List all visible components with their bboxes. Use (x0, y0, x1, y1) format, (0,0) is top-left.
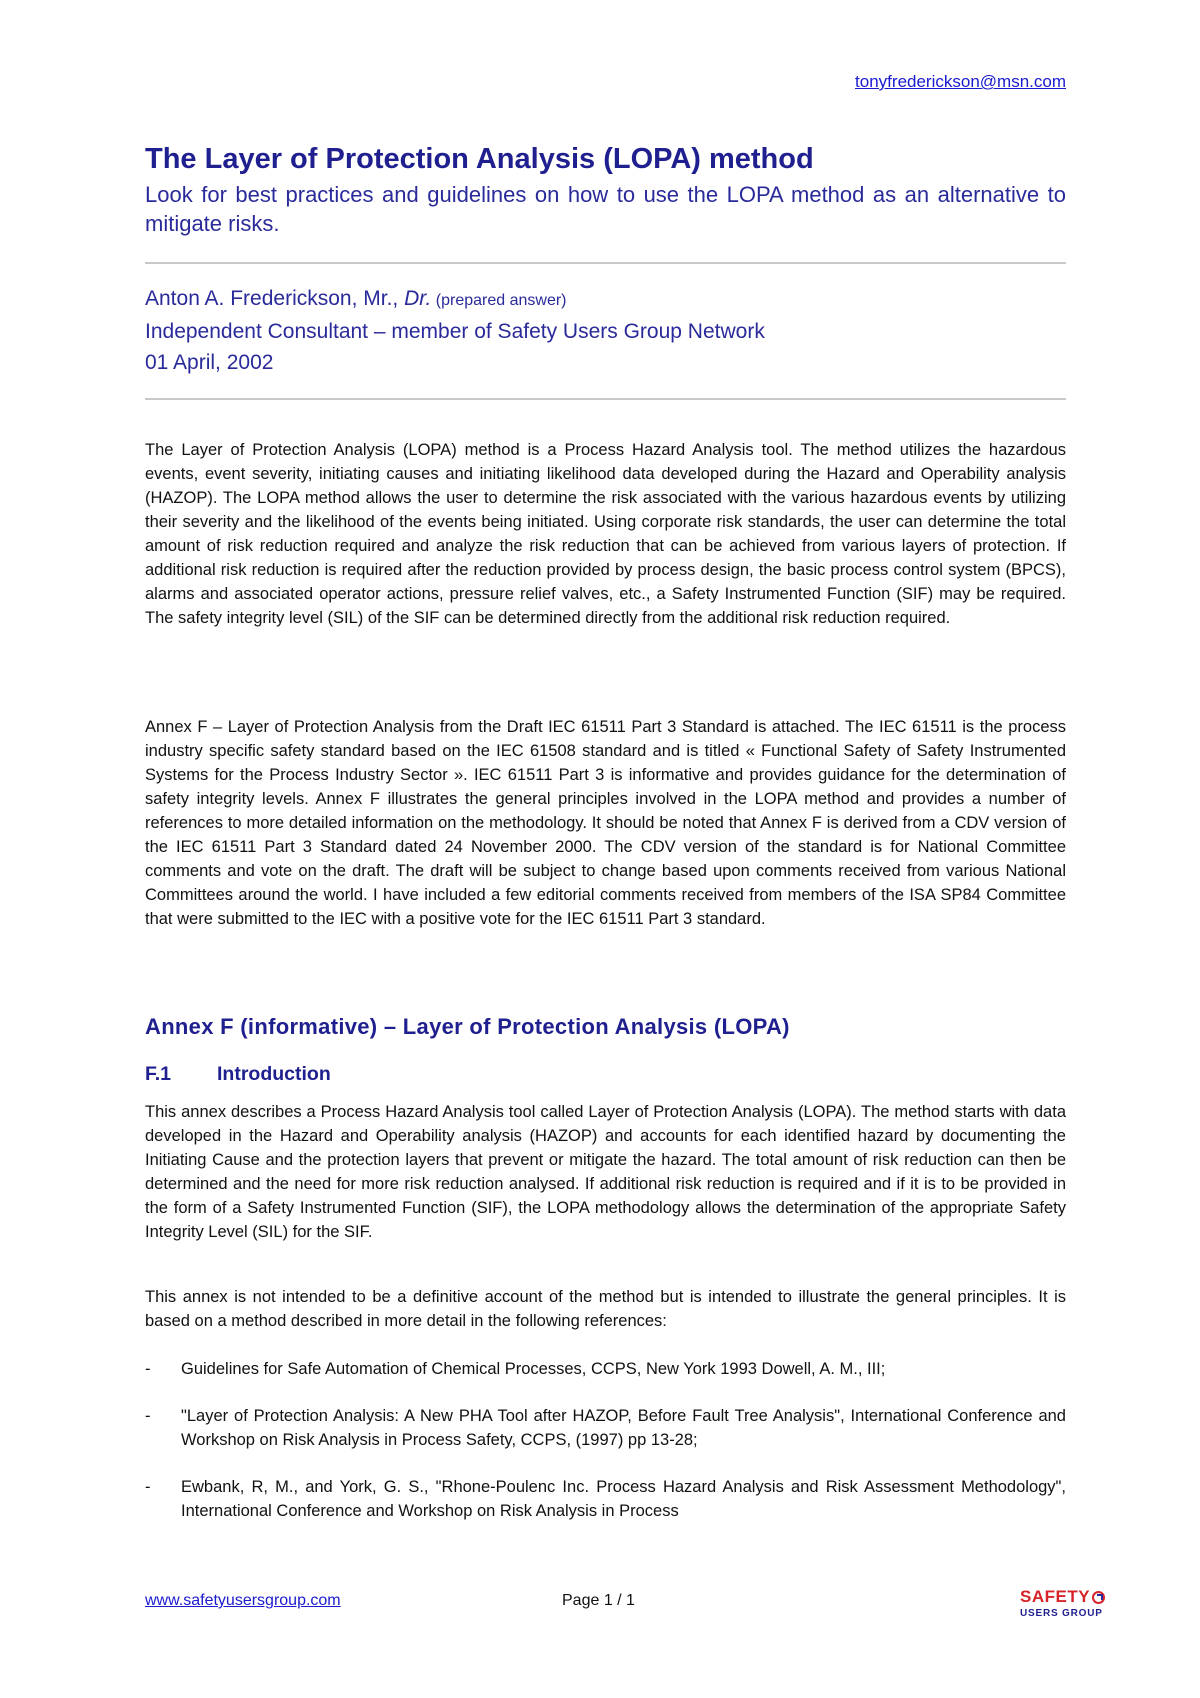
document-subtitle: Look for best practices and guidelines on how to use the LOPA method as an alternative to mitigate risks. (145, 182, 1066, 236)
logo-text-bottom: USERS GROUP (1020, 1608, 1103, 1619)
list-item (145, 1404, 1066, 1452)
reference-text: "Layer of Protection Analysis: A New PHA Tool after HAZOP, Before Fault Tree Analysis", International Conference and Workshop on Risk Analysis in Process Safety, CCPS, (1997) pp 13-28; (181, 1407, 1066, 1449)
intro-paragraph-1: The Layer of Protection Analysis (LOPA) method is a Process Hazard Analysis tool. The method utilizes the hazardous events, event severity, initiating causes and initiating likelihood data developed during the Hazard and Operability analysis (HAZOP). The LOPA method allows the user to determine the risk associated with the various hazardous events by utilizing their severity and the likelihood of the events being initiated. Using corporate risk standards, the user can determine the total amount of risk reduction required and analyze the risk reduction that can be achieved from various layers of protection. If additional risk reduction is required after the reduction provided by process design, the basic process control system (BPCS), alarms and associated operator actions, pressure relief valves, etc., a Safety Instrumented Function (SIF) may be required. The safety integrity level (SIL) of the SIF can be determined directly from the additional risk reduction required. (145, 441, 1066, 627)
annex-heading: Annex F (informative) – Layer of Protection Analysis (LOPA) (145, 1014, 790, 1039)
author-affiliation: Independent Consultant – member of Safety Users Group Network (145, 320, 765, 343)
list-bullet: - (145, 1360, 151, 1378)
author-title-dr: Dr. (404, 287, 432, 310)
annex-paragraph-2: This annex is not intended to be a definitive account of the method but is intended to illustrate the general principles. It is based on a method described in more detail in the following references: (145, 1288, 1066, 1330)
divider-top (145, 262, 1066, 264)
section-number: F.1 (145, 1063, 172, 1085)
document-title: The Layer of Protection Analysis (LOPA) method (145, 143, 814, 175)
reference-list (145, 1357, 1066, 1546)
author-date: 01 April, 2002 (145, 351, 274, 374)
section-title: Introduction (217, 1063, 331, 1085)
page-number: Page 1 / 1 (562, 1592, 635, 1609)
website-link[interactable]: www.safetyusersgroup.com (145, 1592, 341, 1609)
annex-paragraph-1: This annex describes a Process Hazard Analysis tool called Layer of Protection Analysis (LOPA). The method starts with data developed in the Hazard and Operability analysis (HAZOP) and accounts for each identified hazard by documenting the Initiating Cause and the protection layers that prevent or mitigate the hazard. The total amount of risk reduction can then be determined and the need for more risk reduction analysed. If additional risk reduction is required and if it is to be provided in the form of a Safety Instrumented Function (SIF), the LOPA methodology allows the determination of the appropriate Safety Integrity Level (SIL) for the SIF. (145, 1103, 1066, 1241)
list-item (145, 1357, 1066, 1381)
list-item (145, 1475, 1066, 1523)
safety-users-group-logo (1020, 1588, 1110, 1624)
author-line (145, 283, 1066, 316)
reference-text: Guidelines for Safe Automation of Chemical Processes, CCPS, New York 1993 Dowell, A. M., III; (181, 1360, 886, 1378)
logo-mark-icon (1092, 1591, 1105, 1604)
author-name: Anton A. Frederickson, Mr., (145, 287, 405, 310)
author-note: (prepared answer) (431, 292, 567, 309)
email-link[interactable]: tonyfrederickson@msn.com (855, 72, 1066, 91)
logo-text-top: SAFETY (1020, 1587, 1091, 1606)
divider-bottom (145, 398, 1066, 400)
list-bullet: - (145, 1478, 151, 1496)
intro-paragraph-2: Annex F – Layer of Protection Analysis from the Draft IEC 61511 Part 3 Standard is attached. The IEC 61511 is the process industry specific safety standard based on the IEC 61508 standard and is titled « Functional Safety of Safety Instrumented Systems for the Process Industry Sector ». IEC 61511 Part 3 is informative and provides guidance for the determination of safety integrity levels. Annex F illustrates the general principles involved in the LOPA method and provides a number of references to more detailed information on the methodology. It should be noted that Annex F is derived from a CDV version of the IEC 61511 Part 3 Standard dated 24 November 2000. The CDV version of the standard is for National Committee comments and vote on the draft. The draft will be subject to change based upon comments received from various National Committees around the world. I have included a few editorial comments received from members of the ISA SP84 Committee that were submitted to the IEC with a positive vote for the IEC 61511 Part 3 standard. (145, 718, 1066, 928)
section-heading (145, 1063, 331, 1086)
reference-text: Ewbank, R, M., and York, G. S., "Rhone-Poulenc Inc. Process Hazard Analysis and Risk Assessment Methodology", International Conference and Workshop on Risk Analysis in Process (181, 1478, 1066, 1520)
title-block (145, 140, 1066, 238)
list-bullet: - (145, 1407, 151, 1425)
author-block (145, 283, 1066, 378)
